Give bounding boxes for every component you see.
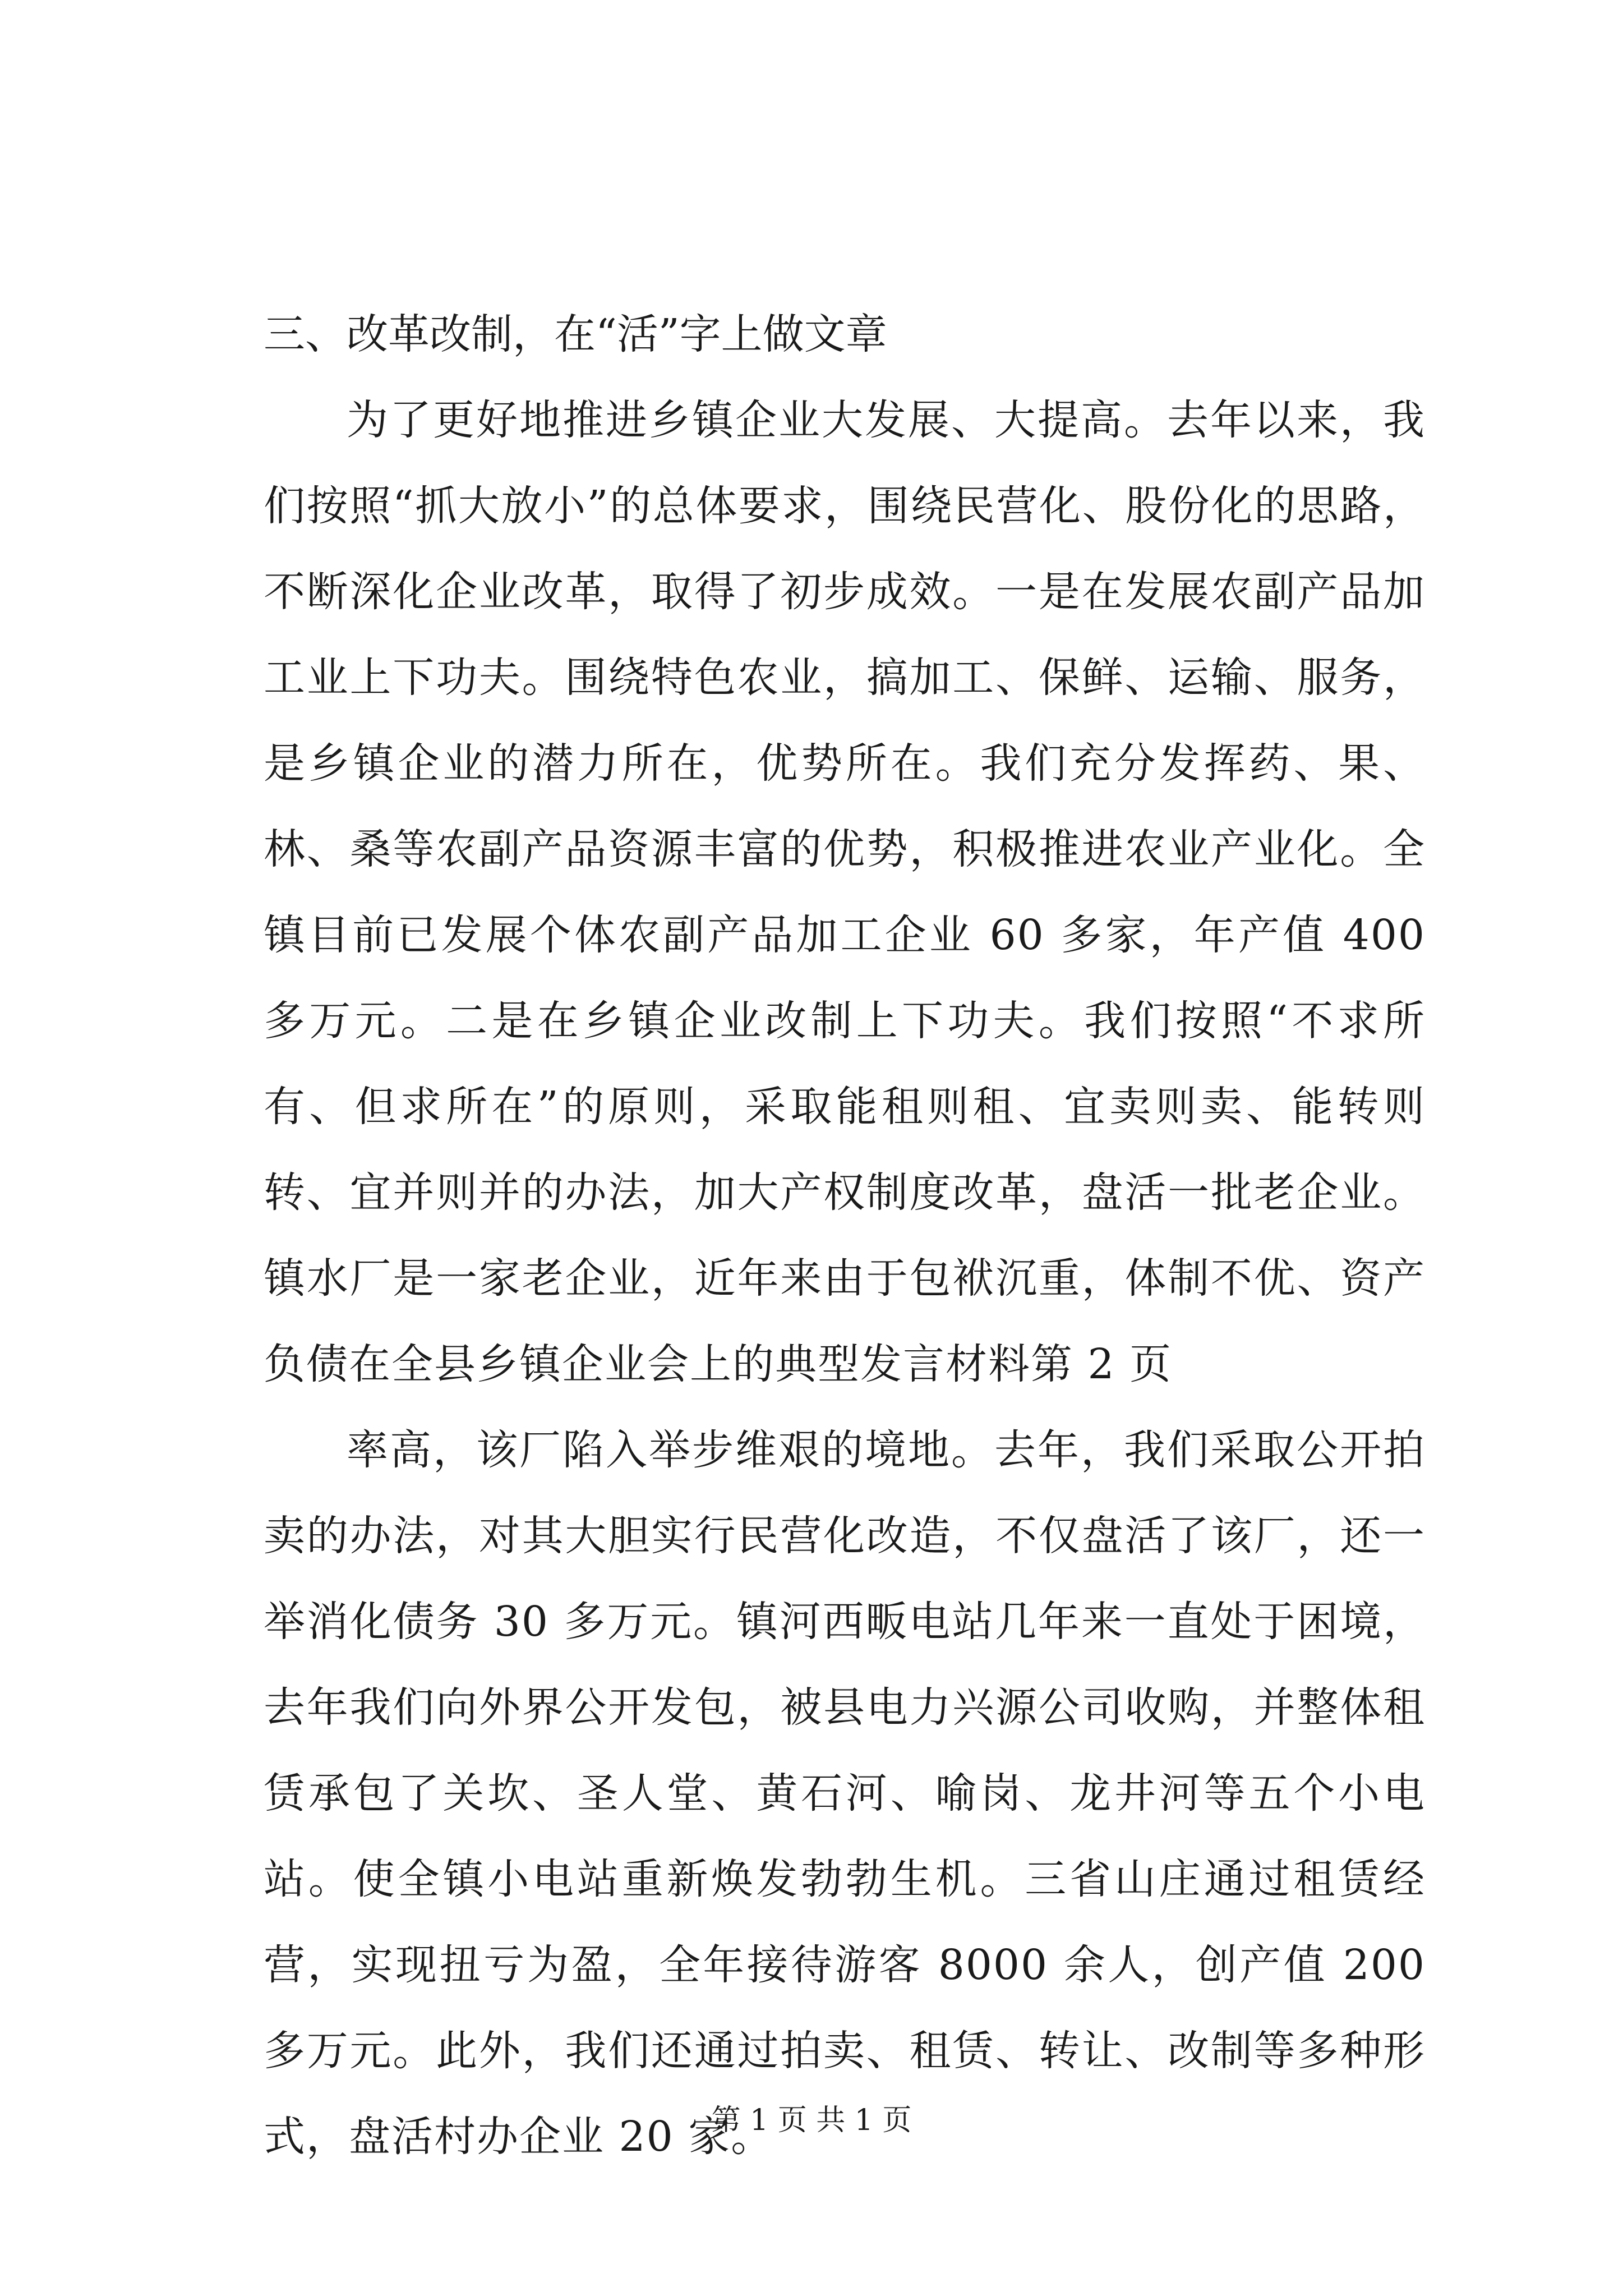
page-footer: 第 1 页 共 1 页 (711, 2104, 912, 2137)
paragraph-1: 为了更好地推进乡镇企业大发展、大提高。去年以来，我们按照“抓大放小”的总体要求，围绕民营化、股份化的思路，不断深化企业改革，取得了初步成效。一是在发展农副产品加工业上下功夫。围绕特色农业，搞加工、保鲜、运输、服务，是乡镇企业的潜力所在，优势所在。我们充分发挥药、果、林、桑等农副产品资源丰富的优势，积极推进农业产业化。全镇目前已发展个体农副产品加工企业 60 多家，年产值 400 多万元。二是在乡镇企业改制上下功夫。我们按照“不求所有、但求所在”的原则，采取能租则租、宜卖则卖、能转则转、宜并则并的办法，加大产权制度改革，盘活一批老企业。镇水厂是一家老企业，近年来由于包袱沉重，体制不优、资产负债在全县乡镇企业会上的典型发言材料第 2 页 (264, 396, 1426, 1388)
section-heading: 三、改革改制，在“活”字上做文章 (264, 310, 887, 358)
paragraph-2: 率高，该厂陷入举步维艰的境地。去年，我们采取公开拍卖的办法，对其大胆实行民营化改造，不仅盘活了该厂，还一举消化债务 30 多万元。镇河西畈电站几年来一直处于困境，去年我们向外界公开发包，被县电力兴源公司收购，并整体租赁承包了关坎、圣人堂、黄石河、喻岗、龙井河等五个小电站。使全镇小电站重新焕发勃勃生机。三省山庄通过租赁经营，实现扭亏为盈，全年接待游客 8000 余人，创产值 200 多万元。此外，我们还通过拍卖、租赁、转让、改制等多种形式，盘活村办企业 20 家。 (264, 1426, 1426, 2161)
document-body (264, 292, 1426, 2180)
